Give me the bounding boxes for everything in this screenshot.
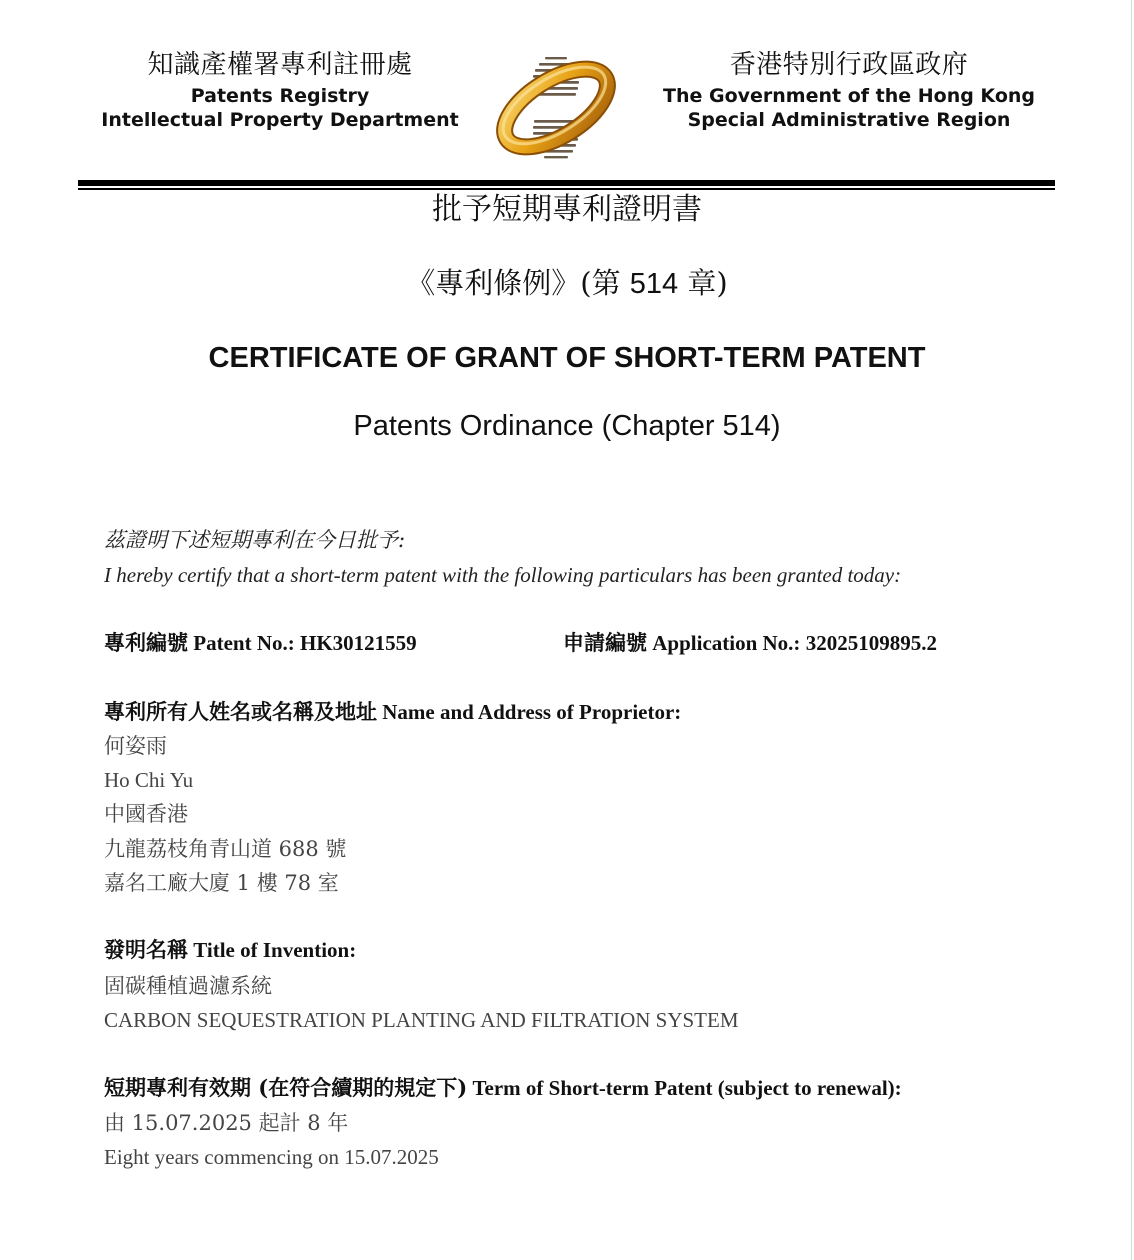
patent-number-value: HK30121559: [299, 631, 417, 655]
certificate-title-en: CERTIFICATE OF GRANT OF SHORT-TERM PATENT: [208, 342, 926, 374]
header-divider-thick: [78, 180, 1055, 186]
patent-number-label-en: Patent No.:: [188, 631, 300, 655]
patent-number-label-zh: 專利編號: [104, 630, 188, 655]
registry-name-en: Patents Registry: [190, 85, 370, 107]
ordinance-zh-prefix: 《專利條例》(第: [406, 266, 630, 300]
application-number-value: 32025109895.2: [805, 631, 937, 655]
invention-title-en: CARBON SEQUESTRATION PLANTING AND FILTRATION SYSTEM: [104, 1008, 739, 1032]
proprietor-label-zh: 專利所有人姓名或名稱及地址: [104, 699, 377, 724]
proprietor-address-line1: 中國香港: [104, 802, 188, 826]
application-number-label-en: Application No.:: [647, 631, 806, 655]
hksar-government-ring-logo-icon: [490, 50, 620, 166]
invention-label-en: Title of Invention:: [188, 938, 357, 962]
department-name-zh: 知識產權署專利註冊處: [147, 50, 413, 80]
proprietor-name-en: Ho Chi Yu: [104, 768, 194, 792]
proprietor-address-line2: 九龍荔枝角青山道 688 號: [104, 837, 347, 861]
term-value-zh: 由 15.07.2025 起計 8 年: [104, 1111, 349, 1135]
term-heading: [104, 1071, 902, 1105]
header-left-block: [100, 46, 460, 132]
proprietor-label-en: Name and Address of Proprietor:: [377, 700, 682, 724]
government-name-zh: 香港特別行政區政府: [729, 50, 969, 80]
invention-label-zh: 發明名稱: [104, 937, 188, 962]
government-name-en-line1: The Government of the Hong Kong: [662, 85, 1036, 107]
certificate-title-zh: 批予短期專利證明書: [432, 192, 702, 227]
proprietor-heading: [104, 695, 681, 729]
application-number: [563, 626, 937, 660]
application-number-label-zh: 申請編號: [563, 630, 647, 655]
proprietor-address-line3: 嘉名工廠大廈 1 樓 78 室: [104, 871, 339, 895]
certify-statement-zh: 茲證明下述短期專利在今日批予:: [104, 528, 406, 552]
patent-number: [104, 626, 417, 660]
department-name-en: Intellectual Property Department: [101, 109, 459, 131]
term-label-zh: 短期專利有效期 (在符合續期的規定下): [104, 1075, 468, 1100]
certify-statement-en: I hereby certify that a short-term patent with the following particulars has been granted today:: [104, 563, 902, 587]
invention-title-zh: 固碳種植過濾系統: [104, 974, 272, 998]
ordinance-zh-suffix: 章): [678, 266, 728, 300]
invention-heading: [104, 933, 356, 967]
ordinance-en: Patents Ordinance (Chapter 514): [353, 410, 781, 442]
ordinance-zh: [0, 262, 1134, 305]
proprietor-name-zh: 何姿雨: [104, 734, 167, 758]
header-right-block: [660, 46, 1038, 132]
term-label-en: Term of Short-term Patent (subject to renewal):: [467, 1076, 902, 1100]
ordinance-zh-chapter-number: 514: [629, 268, 679, 300]
term-value-en: Eight years commencing on 15.07.2025: [104, 1145, 439, 1169]
government-name-en-line2: Special Administrative Region: [687, 109, 1011, 131]
